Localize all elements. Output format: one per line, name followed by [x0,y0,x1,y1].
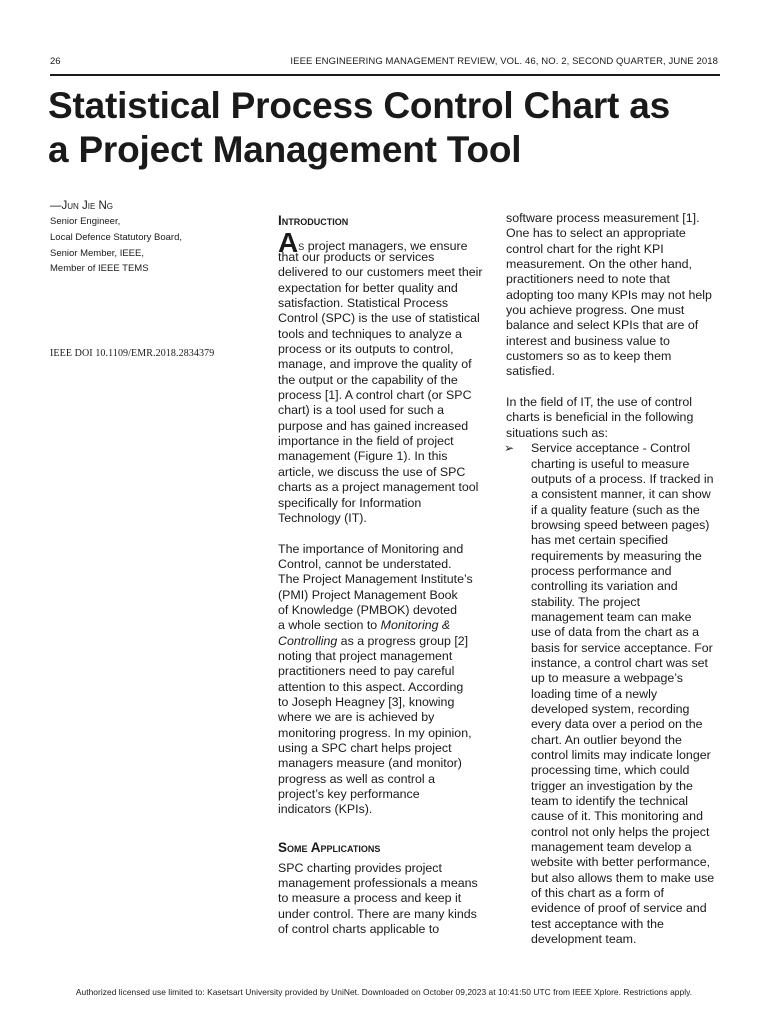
header-rule [50,74,720,76]
text-line: controlling its variation and [531,579,678,594]
text-line: but also allows them to make use [531,870,715,885]
text-line: Control, cannot be understated. [278,556,452,571]
text-line: importance in the field of project [278,434,454,449]
text-line: using a SPC chart helps project [278,741,452,755]
text-line: tools and techniques to analyze a [278,326,462,341]
text-line: management team develop a [531,840,692,855]
text-line: loading time of a newly [531,686,658,701]
text-line: instance, a control chart was set [531,655,708,670]
text-line: browsing speed between pages) [531,517,710,532]
intro-first-line: As project managers, we ensure [278,227,468,258]
text-line: adopting too many KPIs may not help [506,287,712,302]
text-line: Controlling as a progress group [2] [278,633,469,648]
text-line: requirements by measuring the [531,548,702,563]
text-line: team to identify the technical [531,794,689,809]
text-line: every data over a period on the [531,717,703,732]
doi: IEEE DOI 10.1109/EMR.2018.2834379 [50,348,215,359]
text-line: process performance and [531,563,672,578]
text-line: software process measurement [1]. [506,211,700,225]
text-line: a consistent manner, it can show [531,487,711,502]
arrow-bullet-icon: ➢ [504,441,515,456]
text-line: test acceptance with the [531,916,664,931]
text-line: to measure a process and keep it [278,891,462,906]
text-line: charts is beneficial in the following [506,410,694,425]
text-line: to Joseph Heagney [3], knowing [278,694,455,709]
right-paragraph-1 [506,211,724,380]
text-line: practitioners need to pay careful [278,664,455,679]
license-footer: Authorized licensed use limited to: Kasetsart University provided by UniNet. Downloaded on October 09,2023 at 10:41:50 UTC from IEEE Xplore. Restrictions apply. [75,987,693,997]
title-line-2: a Project Management Tool [48,129,522,170]
text-line: of control charts applicable to [278,922,440,937]
text-line: In the field of IT, the use of control [506,395,692,410]
text-line: the output or the capability of the [278,372,458,387]
text-line: situations such as: [506,425,608,440]
text-line: use of data from the chart as a [531,625,700,640]
article-title [48,84,728,172]
text-line: expectation for better quality and [278,280,458,295]
text-line: management (Figure 1). In this [278,449,448,464]
text-line: purpose and has gained increased [278,418,469,433]
author-name: —Jun Jie Ng [50,200,114,212]
affiliation-line: Member of IEEE TEMS [50,263,149,275]
text-line: charting is useful to measure [531,456,690,471]
text-line: balance and select KPIs that are of [506,318,699,333]
text-line: chart) is a tool used for such a [278,403,444,418]
bullet-item: ➢ Service acceptance - Control [504,441,691,456]
text-line: management professionals a means [278,876,478,891]
text-line: One has to select an appropriate [506,226,686,241]
text-line: delivered to our customers meet their [278,265,483,280]
text-line: project’s key performance [278,787,420,802]
applications-heading: Some Applications [278,839,381,855]
text-line: under control. There are many kinds [278,906,477,921]
text-line: up to measure a webpage’s [531,671,684,686]
text-line: (PMI) Project Management Book [278,587,458,602]
text-line: developed system, recording [531,702,690,716]
text-line: managers measure (and monitor) [278,756,462,771]
text-line: of Knowledge (PMBOK) devoted [278,602,458,617]
text-line: website with better performance, [531,855,711,870]
affiliation-line: Senior Engineer, [50,216,121,227]
text-line: management team can make [531,609,692,624]
text-line: control not only helps the project [531,824,710,839]
text-line: satisfied. [506,364,555,379]
text-line: development team. [531,932,637,947]
text-line: measurement. On the other hand, [506,257,692,272]
column-middle [278,213,493,937]
text-line: Technology (IT). [278,510,367,525]
text-line: article, we discuss the use of SPC [278,464,466,479]
drop-cap: A [278,227,299,258]
text-line: interest and business value to [506,333,670,348]
affiliation-line: Senior Member, IEEE, [50,247,144,259]
text-line: progress as well as control a [278,771,436,786]
text-line: manage, and improve the quality of [278,357,472,372]
text-line: processing time, which could [531,763,690,778]
text-line: attention to this aspect. According [278,679,464,694]
right-paragraph-2 [506,395,724,441]
text-line: SPC charting provides project [278,860,442,875]
intro-paragraph-1 [278,250,493,526]
text-line: noting that project management [278,648,453,663]
text-line: where we are is achieved by [278,710,435,725]
text-line: cause of it. This monitoring and [531,809,703,824]
title-line-1: Statistical Process Control Chart as [48,85,670,126]
text-line: customers so as to keep them [506,349,672,364]
text-line: charts as a project management tool [278,480,479,495]
author-affiliations [50,214,182,277]
text-line: basis for service acceptance. For [531,640,713,655]
text-line: stability. The project [531,594,641,609]
column-right [506,211,724,948]
text-line: practitioners need to note that [506,272,670,287]
text-line: Control (SPC) is the use of statistical [278,311,480,326]
intro-paragraph-2 [278,542,493,619]
text-line: if a quality feature (such as the [531,502,700,517]
text-line: of this chart as a form of [531,886,664,901]
text-line: a whole section to Monitoring & [278,618,451,633]
applications-paragraph [278,861,493,938]
text-line: you achieve progress. One must [506,303,685,318]
text-line: control limits may indicate longer [531,748,711,763]
text-line: chart. An outlier beyond the [531,732,682,747]
text-line: evidence of proof of service and [531,901,707,916]
introduction-heading: Introduction [278,213,349,228]
text-line: trigger an investigation by the [531,778,693,793]
bullet-text [506,457,724,948]
text-line: control chart for the right KPI [506,241,664,256]
page-number: 26 [50,56,61,67]
text-line: outputs of a process. If tracked in [531,471,714,486]
text-line: monitoring progress. In my opinion, [278,725,472,740]
text-line: satisfaction. Statistical Process [278,296,449,311]
text-line: indicators (KPIs). [278,802,373,817]
text-line: process [1]. A control chart (or SPC [278,388,472,403]
text-line: The Project Management Institute’s [278,572,473,587]
text-line: has met certain specified [531,533,669,548]
running-head: IEEE ENGINEERING MANAGEMENT REVIEW, VOL. 46, NO. 2, SECOND QUARTER, JUNE 2018 [290,56,718,67]
affiliation-line: Local Defence Statutory Board, [50,231,183,243]
text-line: process or its outputs to control, [278,342,454,357]
text-line: specifically for Information [278,495,422,510]
text-line: The importance of Monitoring and [278,541,464,556]
intro-paragraph-2-cont [278,649,493,818]
text-line: that our products or services [278,250,435,264]
